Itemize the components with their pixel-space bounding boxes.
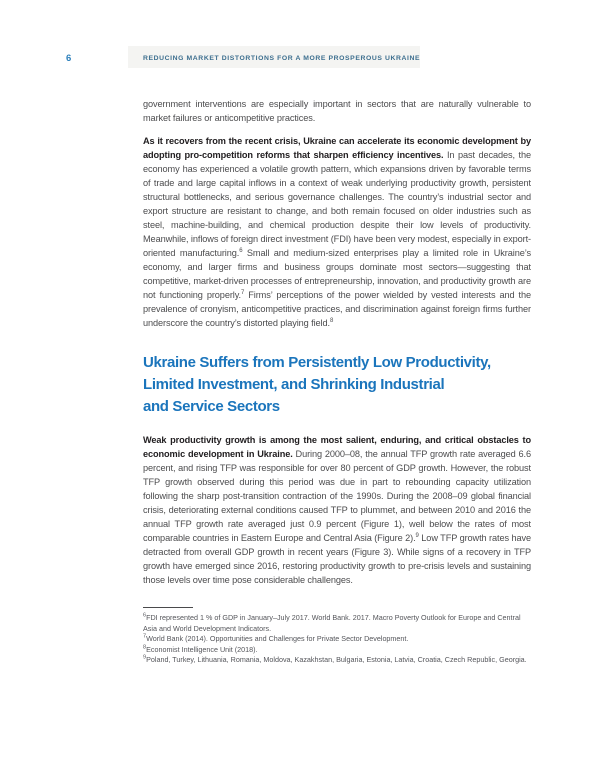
footnote-8 — [143, 645, 531, 656]
footnote-ref-9: 9 — [415, 532, 419, 539]
running-header: REDUCING MARKET DISTORTIONS FOR A MORE PROSPEROUS UKRAINE — [143, 55, 421, 62]
body-text-segment: Firms’ perceptions of the power wielded by vested interests and the prevalence of cronyism, anticompetitive practices, and discrimination against foreign firms further underscore the country’s distorted playing field. — [143, 290, 531, 328]
footnote-text-6: FDI represented 1 % of GDP in January–July 2017. World Bank. 2017. Macro Poverty Outlook for Europe and Central Asia and World Development Indicators. — [143, 613, 521, 633]
page-number: 6 — [66, 53, 72, 64]
lead-sentence-recovery: As it recovers from the recent crisis, Ukraine can accelerate its economic development by adopting pro-competition reforms that sharpen efficiency incentives. — [143, 136, 531, 160]
footnote-number-9: 9 — [143, 654, 147, 661]
section-heading — [143, 352, 531, 418]
footnote-number-6: 6 — [143, 612, 147, 619]
paragraph-crisis-recovery — [143, 134, 531, 330]
footnote-number-8: 8 — [143, 644, 147, 651]
footnote-text-7: World Bank (2014). Opportunities and Challenges for Private Sector Development. — [146, 634, 409, 643]
body-text-segment: During 2000–08, the annual TFP growth rate averaged 6.6 percent, and rising TFP was responsible for over 80 percent of GDP growth. However, the robust TFP growth observed during this period was due in part to rebounding capacity utilization following the sharp post-transition contraction of the 1990s. During the 2008–09 global financial crisis, deteriorating external conditions caused TFP to plummet, and between 2010 and 2016 the annual TFP growth rate averaged just 0.9 percent (Figure 1), well below the rates of most comparable countries in Eastern Europe and Central Asia (Figure 2). — [143, 449, 531, 543]
footnote-separator — [143, 607, 193, 608]
paragraph-intro: government interventions are especially important in sectors that are naturally vulnerable to market failures or anticompetitive practices. — [143, 99, 531, 123]
footnote-number-7: 7 — [143, 633, 147, 640]
lead-sentence-productivity: Weak productivity growth is among the most salient, enduring, and critical obstacles to economic development in Ukraine. — [143, 435, 531, 459]
footnote-text-8: Economist Intelligence Unit (2018). — [146, 644, 258, 654]
footnote-6 — [143, 613, 531, 634]
paragraph-productivity — [143, 433, 531, 587]
footnotes-section — [143, 613, 531, 666]
page-content — [143, 97, 531, 666]
heading-line-1: Ukraine Suffers from Persistently Low Productivity, — [143, 354, 491, 371]
footnote-7 — [143, 634, 531, 645]
heading-line-2: Limited Investment, and Shrinking Industrial — [143, 376, 445, 393]
footnote-ref-8: 8 — [329, 317, 334, 324]
footnote-ref-6: 6 — [239, 247, 243, 254]
body-text-segment: In past decades, the economy has experienced a volatile growth pattern, which expansions driven by favorable terms of trade and large capital inflows in a context of weak underlying productivity growth, persistent structural bottlenecks, and serious governance challenges. The country’s industrial sector and export structure are resistant to change, and both remain focused on older industries such as steel, machine-building, and chemical production despite their low levels of productivity. Meanwhile, inflows of foreign direct investment (FDI) have been very modest, especially in export-oriented manufacturing. — [143, 150, 531, 258]
footnote-ref-7: 7 — [241, 289, 245, 296]
footnote-text-9: Poland, Turkey, Lithuania, Romania, Moldova, Kazakhstan, Bulgaria, Estonia, Latvia, Croatia, Czech Republic, Georgia. — [146, 655, 527, 664]
heading-line-3: and Service Sectors — [143, 398, 280, 415]
footnote-9 — [143, 655, 531, 666]
body-text-segment: Low TFP growth rates have detracted from overall GDP growth in recent years (Figure 3). While signs of a recovery in TFP growth have emerged since 2016, restoring productivity growth to pre-crisis levels and sustaining those levels over time pose considerable challenges. — [143, 533, 531, 585]
body-text-segment: Small and medium-sized enterprises play a limited role in Ukraine’s economy, and larger firms and business groups dominate most sectors—suggesting that competitive, market-driven processes of entrepreneurship, innovation, and productivity growth are not functioning properly. — [143, 248, 531, 300]
